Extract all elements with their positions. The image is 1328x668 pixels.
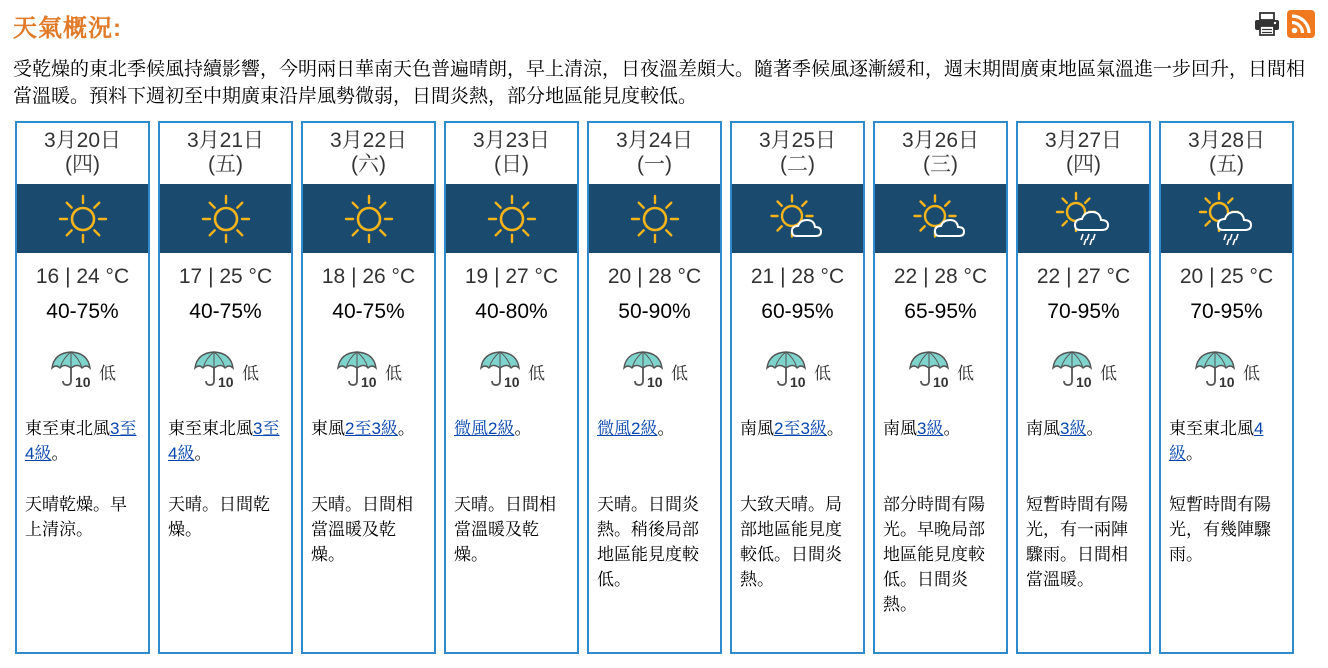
forecast-day-card (158, 121, 293, 654)
wind-force-link[interactable]: 2至3級 (774, 419, 827, 438)
wind-suffix: 。 (826, 419, 844, 438)
sun-cloud-icon (766, 189, 830, 249)
temperature-range: 22 | 28 °C (893, 265, 988, 288)
page-title: 天氣概況: (13, 15, 122, 42)
temperature-range: 21 | 28 °C (750, 265, 845, 288)
wind-forecast (168, 416, 285, 466)
wind-forecast (597, 416, 714, 441)
rain-probability (732, 348, 863, 395)
umbrella-icon (621, 348, 667, 395)
forecast-weekday: (三) (923, 153, 958, 176)
forecast-cards (15, 121, 1294, 654)
svg-text:10: 10 (218, 374, 234, 390)
umbrella-icon (335, 348, 381, 395)
rain-probability (17, 348, 148, 395)
rain-probability (589, 348, 720, 395)
forecast-date: 3月24日 (615, 129, 694, 152)
humidity-range: 70-95% (1047, 300, 1120, 323)
wind-forecast (740, 416, 857, 441)
rain-probability-label: 低 (528, 364, 545, 383)
weather-summary: 受乾燥的東北季候風持續影響，今明兩日華南天色普遍晴朗，早上清涼，日夜溫差頗大。隨著季候風逐漸緩和，週末期間廣東地區氣溫進一步回升，日間相當溫暖。預料下週初至中期廣東沿岸風勢微弱，日間炎熱，部分地區能見度較低。 (13, 59, 1306, 107)
rain-probability (303, 348, 434, 395)
temperature-range: 22 | 27 °C (1036, 265, 1131, 288)
humidity-range: 40-80% (475, 300, 548, 323)
rain-probability-label: 低 (671, 364, 688, 383)
wind-suffix: 。 (51, 444, 69, 463)
forecast-day-card (1016, 121, 1151, 654)
weather-description: 天晴。日間乾燥。 (168, 495, 270, 539)
wind-forecast (25, 416, 142, 466)
forecast-date: 3月27日 (1044, 129, 1123, 152)
temperature-range: 17 | 25 °C (178, 265, 273, 288)
wind-suffix: 。 (397, 419, 415, 438)
sun-shower-icon (1195, 188, 1259, 250)
forecast-weekday: (二) (780, 153, 815, 176)
sun-icon (196, 189, 256, 249)
weather-description: 天晴。日間相當溫暖及乾燥。 (311, 495, 413, 564)
wind-forecast (1026, 416, 1143, 441)
forecast-day-card (730, 121, 865, 654)
humidity-range: 40-75% (332, 300, 405, 323)
wind-force-link[interactable]: 微風2級 (597, 419, 658, 438)
weather-icon-band (160, 184, 291, 253)
weather-description: 天晴乾燥。早上清涼。 (25, 495, 127, 539)
forecast-weekday: (一) (637, 153, 672, 176)
humidity-range: 70-95% (1190, 300, 1263, 323)
humidity-range: 65-95% (904, 300, 977, 323)
weather-icon-band (446, 184, 577, 253)
svg-text:10: 10 (361, 374, 377, 390)
rain-probability-label: 低 (242, 364, 259, 383)
temperature-range: 18 | 26 °C (321, 265, 416, 288)
svg-text:10: 10 (504, 374, 520, 390)
rain-probability (1161, 348, 1292, 395)
weather-description: 短暫時間有陽光，有幾陣驟雨。 (1169, 495, 1271, 564)
rain-probability-label: 低 (957, 364, 974, 383)
forecast-day-card (444, 121, 579, 654)
umbrella-icon (478, 348, 524, 395)
forecast-date: 3月26日 (901, 129, 980, 152)
forecast-date: 3月23日 (472, 129, 551, 152)
forecast-day-card (1159, 121, 1294, 654)
forecast-weekday: (五) (1209, 153, 1244, 176)
rain-probability (875, 348, 1006, 395)
humidity-range: 40-75% (189, 300, 262, 323)
wind-suffix: 。 (1086, 419, 1104, 438)
temperature-range: 19 | 27 °C (464, 265, 559, 288)
svg-text:10: 10 (75, 374, 91, 390)
sun-icon (482, 189, 542, 249)
wind-force-link[interactable]: 微風2級 (454, 419, 515, 438)
forecast-day-card (587, 121, 722, 654)
wind-force-link[interactable]: 3至4級 (168, 419, 280, 463)
temperature-range: 16 | 24 °C (35, 265, 130, 288)
svg-text:10: 10 (933, 374, 949, 390)
forecast-date: 3月21日 (186, 129, 265, 152)
forecast-weekday: (四) (1066, 153, 1101, 176)
weather-icon-band (589, 184, 720, 253)
wind-force-link[interactable]: 3至4級 (25, 419, 137, 463)
weather-icon-band (303, 184, 434, 253)
weather-icon-band (732, 184, 863, 253)
printer-icon[interactable] (1253, 10, 1281, 38)
wind-suffix: 。 (943, 419, 961, 438)
rain-probability-label: 低 (99, 364, 116, 383)
svg-text:10: 10 (790, 374, 806, 390)
forecast-date: 3月20日 (43, 129, 122, 152)
sun-shower-icon (1052, 188, 1116, 250)
svg-text:10: 10 (1076, 374, 1092, 390)
svg-text:10: 10 (647, 374, 663, 390)
temperature-range: 20 | 25 °C (1179, 265, 1274, 288)
wind-suffix: 。 (1186, 444, 1203, 463)
umbrella-icon (1193, 348, 1239, 395)
wind-force-link[interactable]: 3級 (917, 419, 944, 438)
forecast-weekday: (五) (208, 153, 243, 176)
wind-direction: 東至東北風 (1169, 419, 1254, 438)
wind-force-link[interactable]: 4級 (1169, 419, 1264, 463)
rss-icon[interactable] (1287, 10, 1315, 38)
weather-icon-band (875, 184, 1006, 253)
weather-icon-band (1018, 184, 1149, 253)
rain-probability (160, 348, 291, 395)
umbrella-icon (192, 348, 238, 395)
rain-probability (1018, 348, 1149, 395)
wind-forecast (1169, 416, 1286, 466)
weather-description: 大致天晴。局部地區能見度較低。日間炎熱。 (740, 495, 842, 589)
forecast-day-card (301, 121, 436, 654)
sun-cloud-icon (909, 189, 973, 249)
temperature-range: 20 | 28 °C (607, 265, 702, 288)
rain-probability-label: 低 (1243, 364, 1260, 383)
wind-forecast (454, 416, 571, 441)
wind-direction: 南風 (740, 419, 774, 438)
header-actions (1253, 10, 1315, 38)
forecast-weekday: (日) (494, 153, 529, 176)
forecast-date: 3月22日 (329, 129, 408, 152)
wind-suffix: 。 (514, 419, 532, 438)
forecast-day-card (873, 121, 1008, 654)
rain-probability-label: 低 (814, 364, 831, 383)
sun-icon (53, 189, 113, 249)
sun-icon (625, 189, 685, 249)
wind-direction: 東至東北風 (25, 419, 110, 438)
humidity-range: 50-90% (618, 300, 691, 323)
wind-suffix: 。 (194, 444, 212, 463)
humidity-range: 60-95% (761, 300, 834, 323)
forecast-day-card (15, 121, 150, 654)
svg-text:10: 10 (1219, 374, 1235, 390)
wind-forecast (883, 416, 1000, 441)
weather-icon-band (1161, 184, 1292, 253)
forecast-date: 3月28日 (1187, 129, 1266, 152)
rain-probability-label: 低 (385, 364, 402, 383)
weather-description: 短暫時間有陽光，有一兩陣驟雨。日間相當溫暖。 (1026, 495, 1128, 589)
wind-direction: 南風 (1026, 419, 1060, 438)
forecast-weekday: (四) (65, 153, 100, 176)
sun-icon (339, 189, 399, 249)
umbrella-icon (1050, 348, 1096, 395)
weather-description: 天晴。日間相當溫暖及乾燥。 (454, 495, 556, 564)
wind-direction: 南風 (883, 419, 917, 438)
wind-direction: 東至東北風 (168, 419, 253, 438)
umbrella-icon (49, 348, 95, 395)
rain-probability (446, 348, 577, 395)
wind-forecast (311, 416, 428, 441)
forecast-weekday: (六) (351, 153, 386, 176)
wind-direction: 東風 (311, 419, 345, 438)
weather-description: 部分時間有陽光。早晚局部地區能見度較低。日間炎熱。 (883, 495, 985, 614)
wind-force-link[interactable]: 3級 (1060, 419, 1087, 438)
forecast-date: 3月25日 (758, 129, 837, 152)
wind-force-link[interactable]: 2至3級 (345, 419, 398, 438)
umbrella-icon (907, 348, 953, 395)
weather-icon-band (17, 184, 148, 253)
weather-description: 天晴。日間炎熱。稍後局部地區能見度較低。 (597, 495, 699, 589)
humidity-range: 40-75% (46, 300, 119, 323)
rain-probability-label: 低 (1100, 364, 1117, 383)
umbrella-icon (764, 348, 810, 395)
wind-suffix: 。 (657, 419, 675, 438)
